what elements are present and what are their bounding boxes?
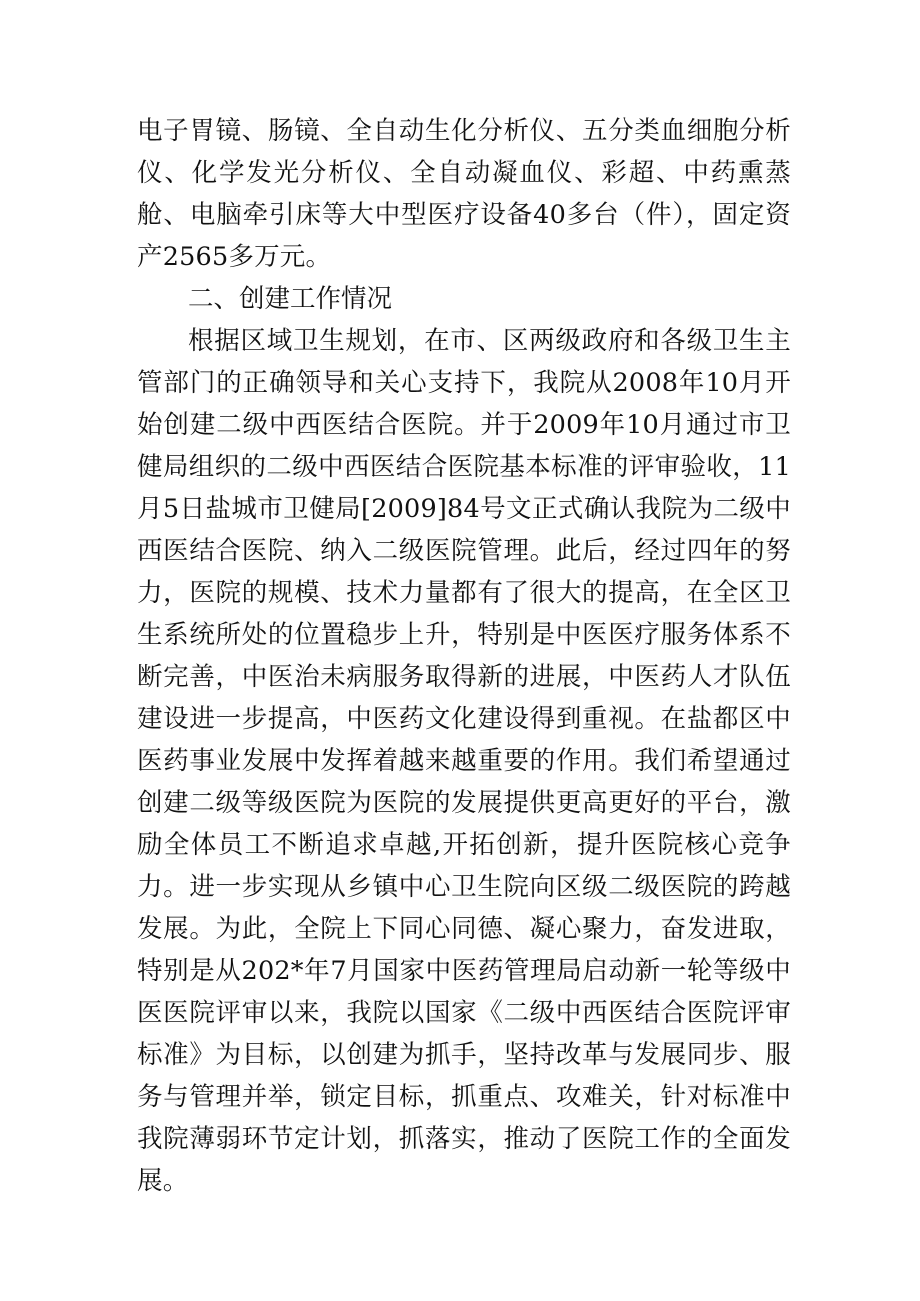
- document-page: [137, 110, 791, 1202]
- section-heading: 二、创建工作情况: [188, 284, 393, 314]
- paragraph-creation: 根据区域卫生规划，在市、区两级政府和各级卫生主管部门的正确领导和关心支持下，我院从2008年10月开始创建二级中西医结合医院。并于2009年10月通过市卫健局组织的二级中西医结合医院基本标准的评审验收，11月5日盐城市卫健局[2009]84号文正式确认我院为二级中西医结合医院、纳入二级医院管理。此后，经过四年的努力，医院的规模、技术力量都有了很大的提高，在全区卫生系统所处的位置稳步上升，特别是中医医疗服务体系不断完善，中医治未病服务取得新的进展，中医药人才队伍建设进一步提高，中医药文化建设得到重视。在盐都区中医药事业发展中发挥着越来越重要的作用。我们希望通过创建二级等级医院为医院的发展提供更高更好的平台，激励全体员工不断追求卓越,开拓创新，提升医院核心竞争力。进一步实现从乡镇中心卫生院向区级二级医院的跨越发展。为此，全院上下同心同德、凝心聚力，奋发进取，特别是从202*年7月国家中医药管理局启动新一轮等级中医医院评审以来，我院以国家《二级中西医结合医院评审标准》为目标，以创建为抓手，坚持改革与发展同步、服务与管理并举，锁定目标，抓重点、攻难关，针对标准中我院薄弱环节定计划，抓落实，推动了医院工作的全面发展。: [137, 326, 791, 1196]
- paragraph-equipment: 电子胃镜、肠镜、全自动生化分析仪、五分类血细胞分析仪、化学发光分析仪、全自动凝血仪、彩超、中药熏蒸舱、电脑牵引床等大中型医疗设备40多台（件），固定资产2565多万元。: [137, 116, 791, 272]
